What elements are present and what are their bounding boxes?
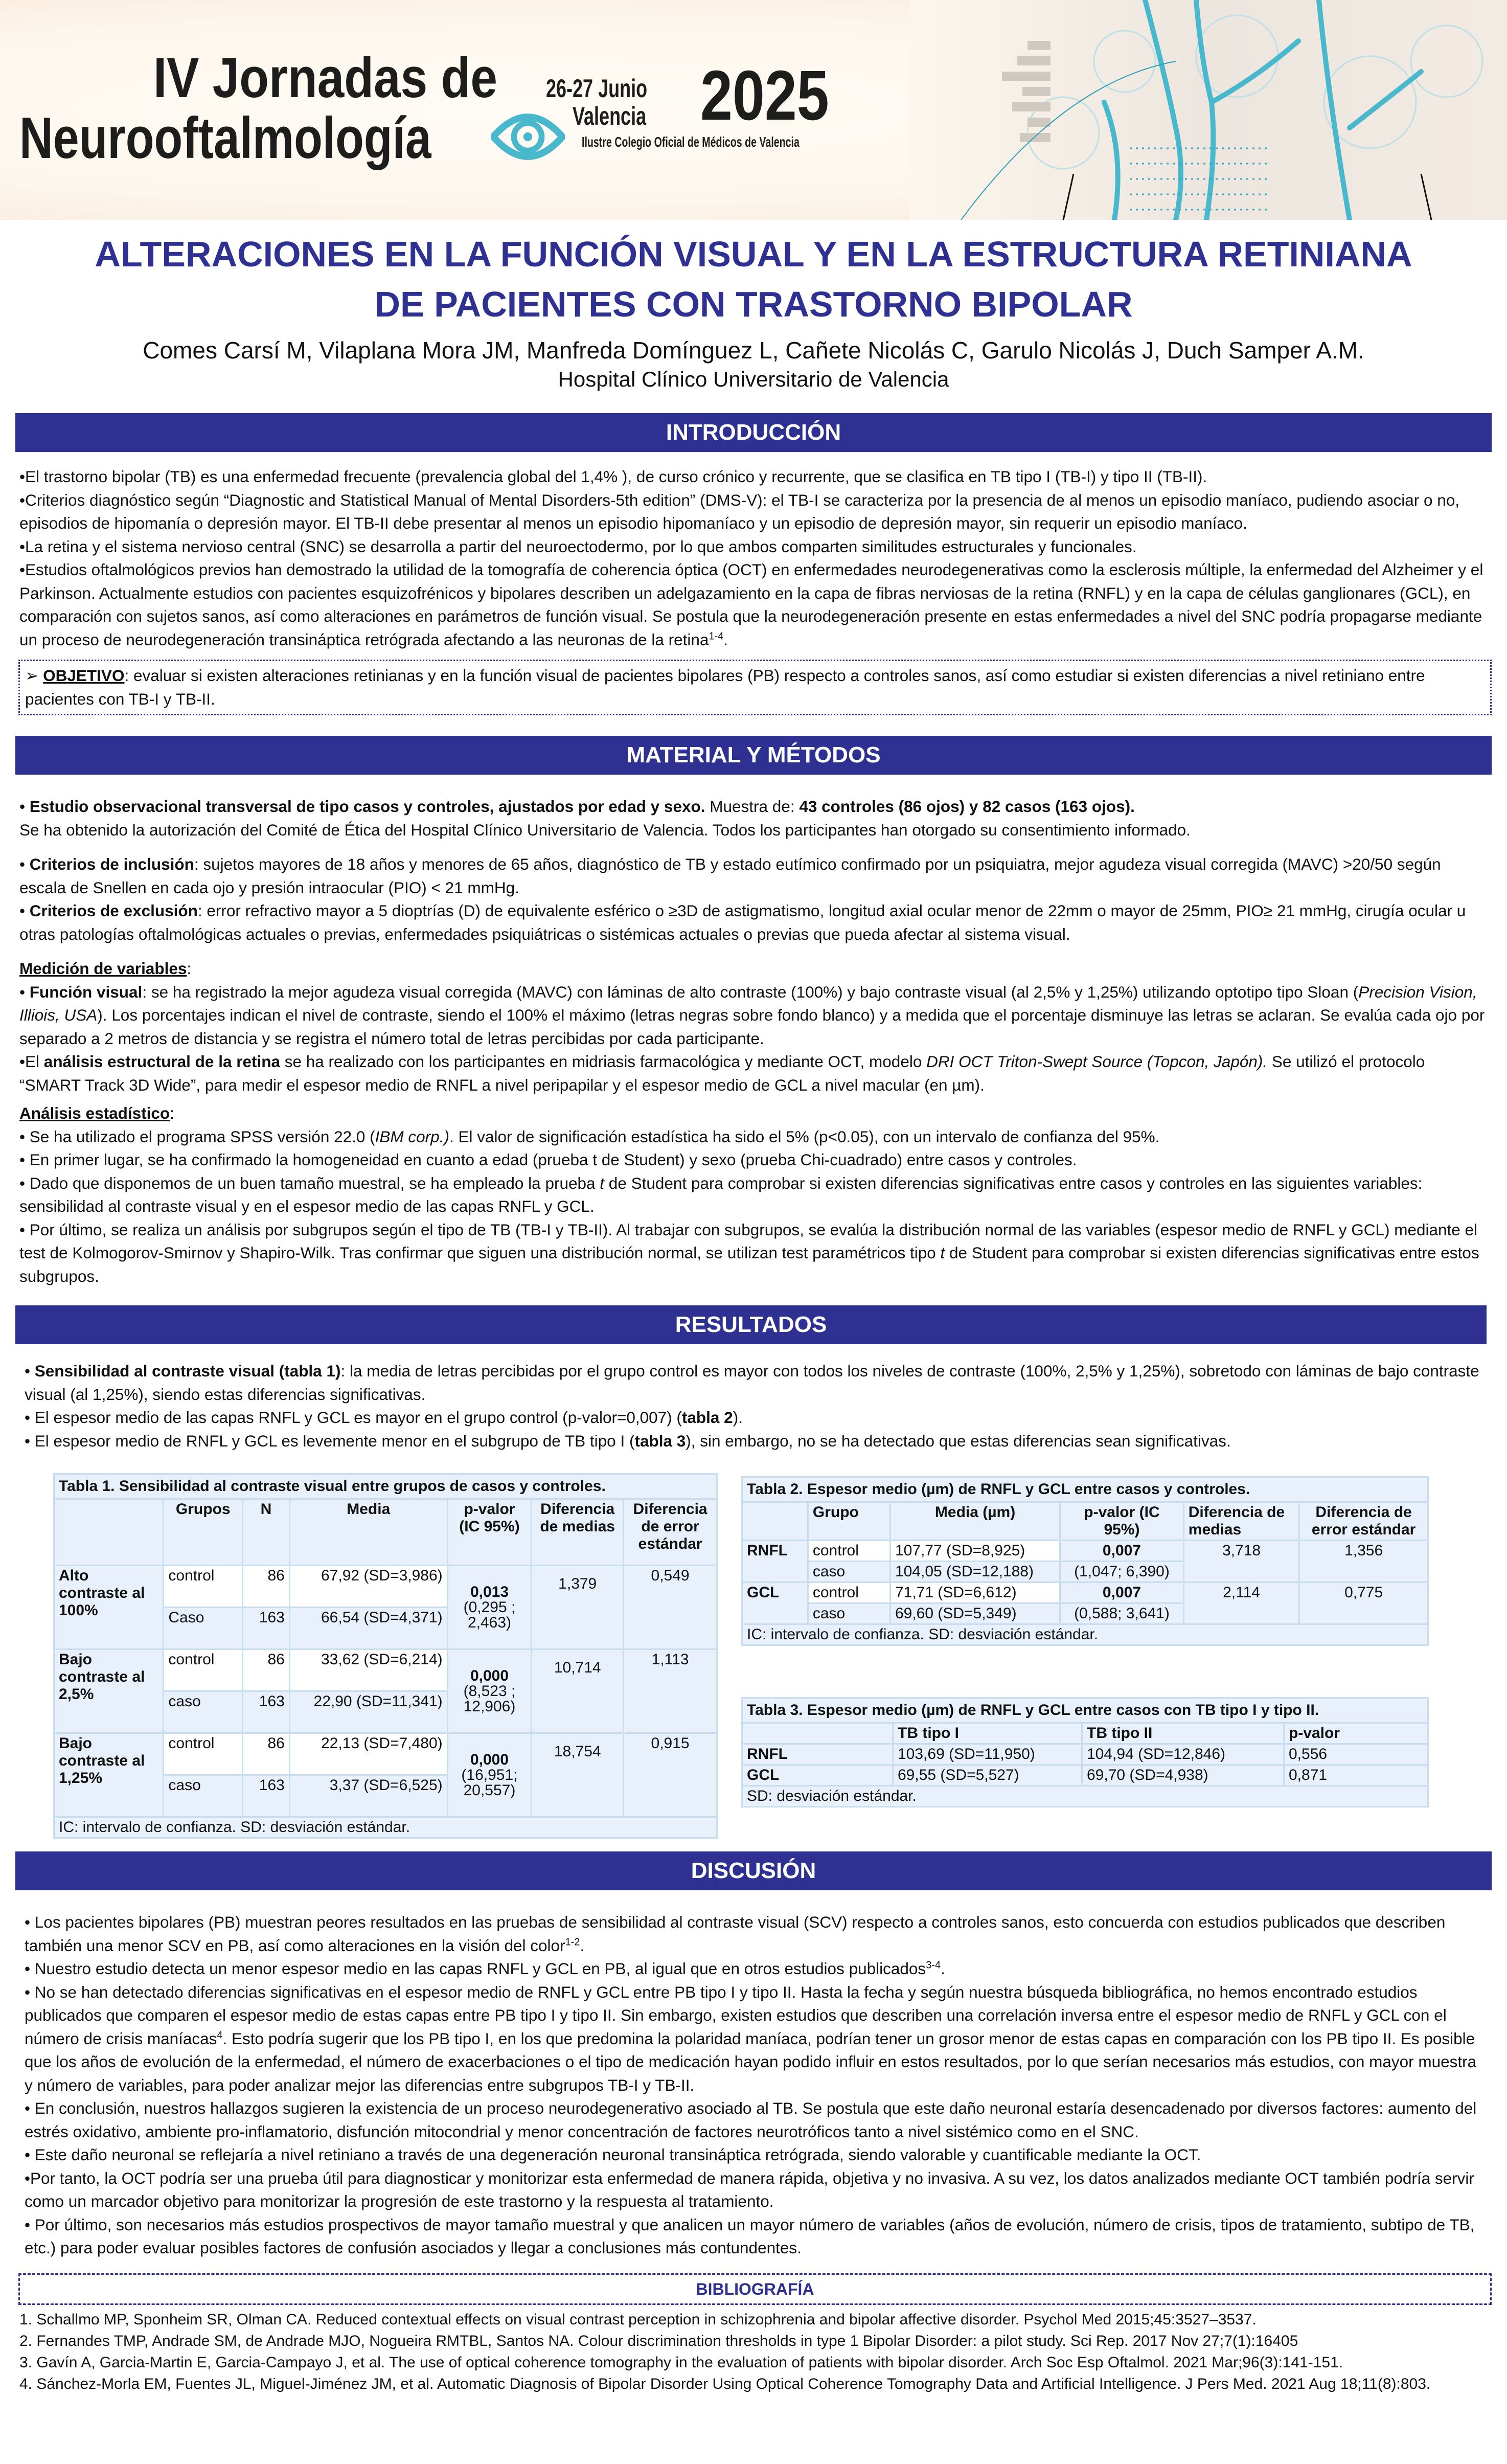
cell-mean: 104,05 (SD=12,188) — [890, 1562, 1060, 1583]
cell-mean-diff: 10,714 — [532, 1649, 624, 1733]
methods-paragraph — [19, 1148, 1489, 1172]
text-run: • Por último, son necesarios más estudios prospectivos de mayor tamaño muestral y que analicen un mayor número de variables (años de evolución, número de crisis, tipos de tratamiento, subtipo de TB, etc.) para poder evaluar posibles factores de confusión asociados y llegar a conclusiones más contundentes. — [25, 2215, 1475, 2257]
cell-se-diff: 0,915 — [624, 1733, 717, 1817]
cell-p-value: 0,000 — [470, 1751, 509, 1768]
cell: 0,871 — [1284, 1765, 1428, 1786]
cell-mean: 3,37 (SD=6,525) — [289, 1775, 447, 1817]
methods-paragraph — [19, 795, 1489, 819]
text-run: ). — [733, 1408, 743, 1427]
conference-banner — [0, 0, 1507, 220]
text-run: de Student para comprobar si existen diferencias significativas entre casos y controles en las siguientes variables: sensibilidad al contraste visual y en el espesor medio de las capas RNFL y GCL. — [19, 1173, 1423, 1215]
text-run: Función visual — [29, 982, 143, 1001]
intro-paragraph — [19, 465, 1489, 489]
text-run: • En primer lugar, se ha confirmado la homogeneidad en cuanto a edad (prueba t de Student) y sexo (prueba Chi-cuadrado) entre casos y controles. — [19, 1150, 1077, 1169]
table-header: Diferencia de medias — [532, 1499, 624, 1566]
methods-paragraph — [19, 1218, 1489, 1288]
text-run: de Student para comprobar si existen diferencias significativas entre estos subgrupos. — [19, 1244, 1479, 1285]
table-footnote: IC: intervalo de confianza. SD: desviación estándar. — [742, 1624, 1428, 1645]
methods-paragraph — [19, 899, 1489, 946]
table-header: N — [243, 1499, 290, 1566]
text-run: Se utilizó el protocolo “SMART Track 3D Wide”, para medir el espesor medio de RNFL a nivel peripapilar y el espesor medio de GCL a nivel macular (en µm). — [19, 1052, 1425, 1094]
row-label: Alto contraste al 100% — [54, 1566, 164, 1649]
text-run: . — [580, 1936, 585, 1955]
cell-se-diff: 0,775 — [1299, 1583, 1428, 1624]
results-tables — [0, 1473, 1507, 1851]
methods-paragraph — [19, 1050, 1489, 1097]
discussion-paragraph — [25, 2097, 1489, 2143]
text-run: • El espesor medio de RNFL y GCL es levemente menor en el subgrupo de TB tipo I ( — [25, 1431, 635, 1450]
table-header: Diferencia de error estándar — [624, 1499, 717, 1566]
table-header: Media (µm) — [890, 1502, 1060, 1541]
table-header: Diferencia de error estándar — [1299, 1502, 1428, 1541]
cell: 0,556 — [1284, 1744, 1428, 1765]
row-label: Bajo contraste al 1,25% — [54, 1733, 164, 1817]
text-run: 43 controles (86 ojos) y 82 casos (163 ojos). — [799, 797, 1135, 816]
text-run: Análisis estadístico — [19, 1104, 170, 1122]
cell-n: 86 — [243, 1566, 290, 1608]
text-run: t — [940, 1244, 945, 1262]
results-section — [0, 1360, 1507, 1453]
cell-n: 163 — [243, 1691, 290, 1733]
text-run: Criterios de inclusión — [29, 855, 194, 873]
methods-paragraph — [19, 981, 1489, 1051]
text-run: •Criterios diagnóstico según “Diagnostic and Statistical Manual of Mental Disorders-5th edition” (DMS-V): el TB-I se caracteriza por la presencia de al menos un episodio maníaco, pudiendo asociar o no, episodios de hipomanía o depresión mayor. El TB-II debe presentar al menos un episodio hipomaníaco y un episodio de depresión mayor, sin requerir un episodio maníaco. — [19, 490, 1460, 532]
text-run: t — [600, 1173, 605, 1192]
methods-paragraph — [19, 1125, 1489, 1149]
cell-mean: 107,77 (SD=8,925) — [890, 1541, 1060, 1562]
cell-group: control — [808, 1541, 890, 1562]
text-run: análisis estructural de la retina — [43, 1052, 280, 1071]
table-row — [54, 1566, 717, 1608]
text-run: •El — [19, 1052, 44, 1071]
text-run: tabla 3 — [634, 1431, 686, 1450]
text-run: • — [19, 855, 30, 873]
text-run: : la media de letras percibidas por el grupo control es mayor con todos los niveles de contraste (100%, 2,5% y 1,25%), sobretodo con láminas de bajo contraste visual (al 1,25%), siendo estas diferencias significativas. — [25, 1362, 1479, 1404]
cell-group: control — [808, 1583, 890, 1603]
text-run: •Estudios oftalmológicos previos han demostrado la utilidad de la tomografía de coherencia óptica (OCT) en enfermedades neurodegenerativas como la esclerosis múltiple, la enfermedad del Alzheimer y el Parkinson. Actualmente estudios con pacientes esquizofrénicos y bipolares describen un adelgazamiento en la capa de fibras nerviosas de la retina (RNFL) y en la capa de células ganglionares (GCL), en comparación con sujetos sanos, así como alteraciones en parámetros de función visual. Se postula que la neurodegeneración presente en estas enfermedades a nivel del SNC podría propagarse mediante un proceso de neurodegeneración transináptica retrógrada afectando a las neuronas de la retina — [19, 560, 1483, 649]
table-header: Grupos — [164, 1499, 243, 1566]
cell-mean-diff: 2,114 — [1183, 1583, 1299, 1624]
text-run: • Dado que disponemos de un buen tamaño muestral, se ha empleado la prueba — [19, 1173, 600, 1192]
cell-mean: 71,71 (SD=6,612) — [890, 1583, 1060, 1603]
cell-group: caso — [164, 1691, 243, 1733]
cell-n: 163 — [243, 1775, 290, 1817]
cell-mean-diff: 18,754 — [532, 1733, 624, 1817]
text-run: ), sin embargo, no se ha detectado que estas diferencias sean significativas. — [686, 1431, 1231, 1450]
table-header: Grupo — [808, 1502, 890, 1541]
cell-group: Caso — [164, 1608, 243, 1649]
table-header — [742, 1502, 808, 1541]
text-run: Sensibilidad al contraste visual (tabla 1) — [34, 1362, 341, 1380]
cell-mean: 66,54 (SD=4,371) — [289, 1608, 447, 1649]
table-caption: Tabla 2. Espesor medio (µm) de RNFL y GCL entre casos y controles. — [742, 1477, 1428, 1502]
cell-mean: 67,92 (SD=3,986) — [289, 1566, 447, 1608]
cell: 104,94 (SD=12,846) — [1082, 1744, 1284, 1765]
cell-mean: 22,13 (SD=7,480) — [289, 1733, 447, 1775]
cell-group: control — [164, 1566, 243, 1608]
cell-p-value: 0,007 — [1060, 1541, 1184, 1562]
text-run: •El trastorno bipolar (TB) es una enfermedad frecuente (prevalencia global del 1,4% ), de curso crónico y recurrente, que se clasifica en TB tipo I (TB-I) y tipo II (TB-II). — [19, 467, 1207, 486]
results-paragraph — [25, 1406, 1489, 1430]
table-row — [54, 1649, 717, 1691]
table-header: p-valor — [1284, 1723, 1428, 1744]
table-1 — [53, 1473, 718, 1839]
eye-logo-icon — [491, 100, 565, 174]
table-2 — [741, 1476, 1429, 1646]
text-run: • Nuestro estudio detecta un menor espesor medio en las capas RNFL y GCL en PB, al igual que en otros estudios publicados — [25, 1959, 926, 1978]
cell-p-value: 0,000 — [470, 1667, 509, 1684]
subheading-medicion — [19, 957, 1489, 981]
intro-section — [0, 465, 1507, 651]
text-run: Se ha obtenido la autorización del Comité de Ética del Hospital Clínico Universitario de Valencia. Todos los participantes han otorgado su consentimiento informado. — [19, 820, 1191, 839]
citation-superscript: 1-4 — [709, 630, 724, 642]
reference-item: 4. Sánchez-Morla EM, Fuentes JL, Miguel-Jiménez JM, et al. Automatic Diagnosis of Bipolar Disorder Using Optical Coherence Tomography Data and Artificial Intelligence. J Pers Med. 2021 Aug 18;11(8):803. — [19, 2375, 1431, 2392]
text-run: Precision Vision, Illiois, USA — [19, 982, 1477, 1024]
intro-paragraph — [19, 489, 1489, 535]
text-run: : evaluar si existen alteraciones retinianas y en la función visual de pacientes bipolares (PB) respecto a controles sanos, así como estudiar si existen diferencias a nivel retiniano entre pacientes con TB-I y TB-II. — [25, 666, 1425, 708]
text-run: : sujetos mayores de 18 años y menores de 65 años, diagnóstico de TB y estado eutímico confirmado por un psiquiatra, mejor agudeza visual corregida (MAVC) >20/50 según escala de Snellen en cada ojo y presión intraocular (PIO) < 21 mmHg. — [19, 855, 1441, 897]
text-run: : — [187, 959, 192, 978]
cell: 69,70 (SD=4,938) — [1082, 1765, 1284, 1786]
row-label: Bajo contraste al 2,5% — [54, 1649, 164, 1733]
row-label: GCL — [742, 1583, 808, 1624]
discussion-paragraph — [25, 2213, 1489, 2260]
text-run: Estudio observacional transversal de tipo casos y controles, ajustados por edad y sexo. — [29, 797, 705, 816]
table-3 — [741, 1697, 1429, 1807]
logo-city: Valencia — [573, 102, 647, 130]
table-header: TB tipo II — [1082, 1723, 1284, 1744]
cell-se-diff: 1,113 — [624, 1649, 717, 1733]
text-run: • — [19, 901, 30, 920]
section-heading-material-metodos: MATERIAL Y MÉTODOS — [15, 736, 1492, 775]
cell-group: control — [164, 1733, 243, 1775]
text-run: • No se han detectado diferencias significativas en el espesor medio de RNFL y GCL entre PB tipo I y tipo II. Hasta la fecha y según nuestra búsqueda bibliográfica, no hemos encontrado estudios publicados que comparen el espesor medio de estas capas entre PB tipo I y tipo II. Sin embargo, existen estudios que describen una correlación inversa entre el espesor medio de RNFL y GCL con el número de crisis maníacas — [25, 1982, 1447, 2048]
discussion-paragraph — [25, 1957, 1489, 1981]
cell-mean-diff: 3,718 — [1183, 1541, 1299, 1583]
logo-line-2: Neurooftalmología — [19, 106, 431, 171]
reference-item: 2. Fernandes TMP, Andrade SM, de Andrade MJO, Nogueira RMTBL, Santos NA. Colour discrimination thresholds in type 1 Bipolar Disorder: a pilot study. Sci Rep. 2017 Nov 27;7(1):16405 — [19, 2332, 1298, 2349]
section-heading-resultados: RESULTADOS — [15, 1305, 1487, 1344]
text-run: IBM corp.) — [375, 1127, 449, 1146]
text-run: : se ha registrado la mejor agudeza visual corregida (MAVC) con láminas de alto contraste (100%) y bajo contraste visual (al 2,5% y 1,25%) utilizando optotipo tipo Sloan ( — [142, 982, 1359, 1001]
authors: Comes Carsí M, Vilaplana Mora JM, Manfreda Domínguez L, Cañete Nicolás C, Garulo Nicolás J, Duch Samper A.M. — [143, 337, 1364, 364]
cell-mean: 22,90 (SD=11,341) — [289, 1691, 447, 1733]
cell: 103,69 (SD=11,950) — [893, 1744, 1082, 1765]
objective-box — [18, 660, 1492, 715]
text-run: • — [25, 1362, 35, 1380]
text-run: • — [19, 797, 30, 816]
cell-ci: (16,951; 20,557) — [461, 1766, 518, 1799]
text-run: • Este daño neuronal se reflejaría a nivel retiniano a través de una degeneración neuronal transináptica retrógrada, siendo valorable y cuantificable mediante la OCT. — [25, 2145, 1201, 2164]
logo-line-1: IV Jornadas de — [153, 47, 497, 109]
text-run: . — [941, 1959, 945, 1978]
logo-dates: 26-27 Junio — [546, 74, 648, 103]
text-run: • — [19, 982, 30, 1001]
cell-se-diff: 0,549 — [624, 1566, 717, 1649]
text-run: . El valor de significación estadística ha sido el 5% (p<0.05), con un intervalo de confianza del 95%. — [449, 1127, 1160, 1146]
text-run: . — [723, 630, 728, 649]
cell-p-value: 0,007 — [1060, 1583, 1184, 1603]
table-header: Diferencia de medias — [1183, 1502, 1299, 1541]
table-row — [742, 1765, 1428, 1786]
discussion-paragraph — [25, 1911, 1489, 1957]
text-run: • En conclusión, nuestros hallazgos sugieren la existencia de un proceso neurodegenerativo asociado al TB. Se postula que este daño neuronal estaría desencadenado por diversos factores: aumento del estrés oxidativo, ambiente pro-inflamatorio, disfunción mitocondrial y menor concentración de factores neurotróficos tanto a nivel sistémico como en el SNC. — [25, 2099, 1477, 2141]
table-row — [742, 1744, 1428, 1765]
text-run: •Por tanto, la OCT podría ser una prueba útil para diagnosticar y monitorizar esta enfermedad de manera rápida, objetiva y no invasiva. A su vez, los datos analizados mediante OCT también podría servir como un marcador objetivo para monitorizar la progresión de este trastorno y la respuesta al tratamiento. — [25, 2168, 1474, 2210]
discussion-paragraph — [25, 1981, 1489, 2097]
cell-mean: 33,62 (SD=6,214) — [289, 1649, 447, 1691]
text-run: Muestra de: — [705, 797, 800, 816]
table-header: TB tipo I — [893, 1723, 1082, 1744]
cell-group: control — [164, 1649, 243, 1691]
subheading-analisis — [19, 1102, 1489, 1125]
row-label: RNFL — [742, 1541, 808, 1583]
text-run: OBJETIVO — [43, 666, 125, 685]
results-paragraph — [25, 1360, 1489, 1406]
text-run: se ha realizado con los participantes en midriasis farmacológica y mediante OCT, modelo — [280, 1052, 927, 1071]
text-run: • Los pacientes bipolares (PB) muestran peores resultados en las pruebas de sensibilidad al contraste visual (SCV) respecto a controles sanos, esto concuerda con estudios publicados que describen también una menor SCV en PB, así como alteraciones en la visión del color — [25, 1913, 1446, 1955]
text-run: : — [170, 1104, 174, 1122]
intro-paragraph — [19, 535, 1489, 559]
cell-p-value: 0,013 — [470, 1583, 509, 1600]
reference-item: 1. Schallmo MP, Sponheim SR, Olman CA. Reduced contextual effects on visual contrast perception in schizophrenia and bipolar affective disorder. Psychol Med 2015;45:3527–3537. — [19, 2311, 1257, 2328]
cell: 69,55 (SD=5,527) — [893, 1765, 1082, 1786]
cell-n: 86 — [243, 1649, 290, 1691]
methods-section — [0, 795, 1507, 1288]
cell-ci: (8,523 ; 12,906) — [463, 1682, 516, 1715]
text-run: DRI OCT Triton-Swept Source (Topcon, Japón). — [926, 1052, 1268, 1071]
table-row — [54, 1733, 717, 1775]
row-label: RNFL — [742, 1744, 893, 1765]
citation-superscript: 4 — [217, 2029, 223, 2041]
cell-group: caso — [808, 1603, 890, 1624]
text-run: : error refractivo mayor a 5 dioptrías (D) de equivalente esférico o ≥3D de astigmatismo, longitud axial ocular menor de 22mm o mayor de 25mm, PIO≥ 21 mmHg, cirugía ocular u otras patologías oftalmológicas actuales o previas, enfermedades psiquiátricas o sistémicas actuales o previas que pueda afectar al sistema visual. — [19, 901, 1466, 943]
citation-superscript: 3-4 — [926, 1959, 941, 1971]
section-heading-introduccion: INTRODUCCIÓN — [15, 413, 1492, 452]
table-header — [54, 1499, 164, 1566]
intro-paragraph — [19, 558, 1489, 651]
discussion-paragraph — [25, 2143, 1489, 2167]
cell-mean: 69,60 (SD=5,349) — [890, 1603, 1060, 1624]
table-footnote: IC: intervalo de confianza. SD: desviación estándar. — [54, 1817, 717, 1838]
text-run: • Se ha utilizado el programa SPSS versión 22.0 ( — [19, 1127, 375, 1146]
cell-n: 86 — [243, 1733, 290, 1775]
discussion-section — [0, 1911, 1507, 2260]
text-run: . Esto podría sugerir que los PB tipo I, en los que predomina la polaridad maníaca, podrían tener un grosor menor de estas capas en comparación con los PB tipo II. Es posible que los años de evolución de la enfermedad, el número de exacerbaciones o el tipo de medicación hayan podido influir en estos resultados, por lo que serían necesarios más estudios, con mayor muestra y número de variables, para poder analizar mejor las diferencias entre subgrupos TB-I y TB-II. — [25, 2029, 1477, 2094]
text-run: Criterios de exclusión — [29, 901, 198, 920]
cell-n: 163 — [243, 1608, 290, 1649]
discussion-paragraph — [25, 2167, 1489, 2213]
affiliation: Hospital Clínico Universitario de Valencia — [558, 367, 949, 391]
cell-ci: (0,588; 3,641) — [1060, 1603, 1184, 1624]
cell-ci: (1,047; 6,390) — [1060, 1562, 1184, 1583]
text-run: • Por último, se realiza un análisis por subgrupos según el tipo de TB (TB-I y TB-II). Al trabajar con subgrupos, se evalúa la distribución normal de las variables (espesor medio de RNFL y GCL) mediante el test de Kolmogorov-Smirnov y Shapiro-Wilk. Tras confirmar que siguen una distribución normal, se utilizan test paramétricos tipo — [19, 1220, 1478, 1262]
table-header: Media — [289, 1499, 447, 1566]
table-caption: Tabla 3. Espesor medio (µm) de RNFL y GCL entre casos con TB tipo I y tipo II. — [742, 1698, 1428, 1723]
poster-title: ALTERACIONES EN LA FUNCIÓN VISUAL Y EN LA ESTRUCTURA RETINIANA DE PACIENTES CON TRASTORNO BIPOLAR — [95, 234, 1412, 324]
table-footnote: SD: desviación estándar. — [742, 1786, 1428, 1807]
cell-se-diff: 1,356 — [1299, 1541, 1428, 1583]
cell-mean-diff: 1,379 — [532, 1566, 624, 1649]
section-heading-discusion: DISCUSIÓN — [15, 1851, 1492, 1890]
methods-paragraph — [19, 853, 1489, 899]
text-run: • El espesor medio de las capas RNFL y GCL es mayor en el grupo control (p-valor=0,007) ( — [25, 1408, 682, 1427]
retina-neuron-illustration — [910, 0, 1507, 220]
table-header: p-valor (IC 95%) — [447, 1499, 532, 1566]
cell-group: caso — [808, 1562, 890, 1583]
table-header: p-valor (IC 95%) — [1060, 1502, 1184, 1541]
methods-paragraph — [19, 819, 1489, 842]
cell-ci: (0,295 ; 2,463) — [463, 1598, 516, 1631]
logo-year: 2025 — [700, 56, 829, 135]
table-row — [742, 1541, 1428, 1562]
reference-list — [0, 2305, 1507, 2395]
text-run: ). Los porcentajes indican el nivel de contraste, siendo el 100% el máximo (letras negras sobre fondo blanco) y a medida que el porcentaje disminuye las letras se aclaran. Se evalúa cada ojo por separado a 2 metros de distancia y se registra el número total de letras percibidas por cada participante. — [19, 1006, 1485, 1048]
reference-item: 3. Gavín A, Garcia-Martin E, Garcia-Campayo J, et al. The use of optical coherence tomography in the evaluation of patients with bipolar disorder. Arch Soc Esp Oftalmol. 2021 Mar;96(3):141-151. — [19, 2354, 1343, 2371]
results-paragraph — [25, 1430, 1489, 1453]
text-run: Medición de variables — [19, 959, 187, 978]
cell-group: caso — [164, 1775, 243, 1817]
logo-org: Ilustre Colegio Oficial de Médicos de Valencia — [582, 134, 800, 150]
table-row — [742, 1583, 1428, 1603]
text-run: tabla 2 — [681, 1408, 733, 1427]
methods-paragraph — [19, 1172, 1489, 1218]
citation-superscript: 1-2 — [565, 1936, 580, 1948]
text-run: •La retina y el sistema nervioso central (SNC) se desarrolla a partir del neuroectodermo, por lo que ambos comparten similitudes estructurales y funcionales. — [19, 537, 1137, 556]
bibliography-heading: BIBLIOGRAFÍA — [18, 2273, 1492, 2305]
table-header — [742, 1723, 893, 1744]
row-label: GCL — [742, 1765, 893, 1786]
table-caption: Tabla 1. Sensibilidad al contraste visual entre grupos de casos y controles. — [54, 1474, 717, 1499]
text-run: ➢ — [25, 666, 43, 685]
